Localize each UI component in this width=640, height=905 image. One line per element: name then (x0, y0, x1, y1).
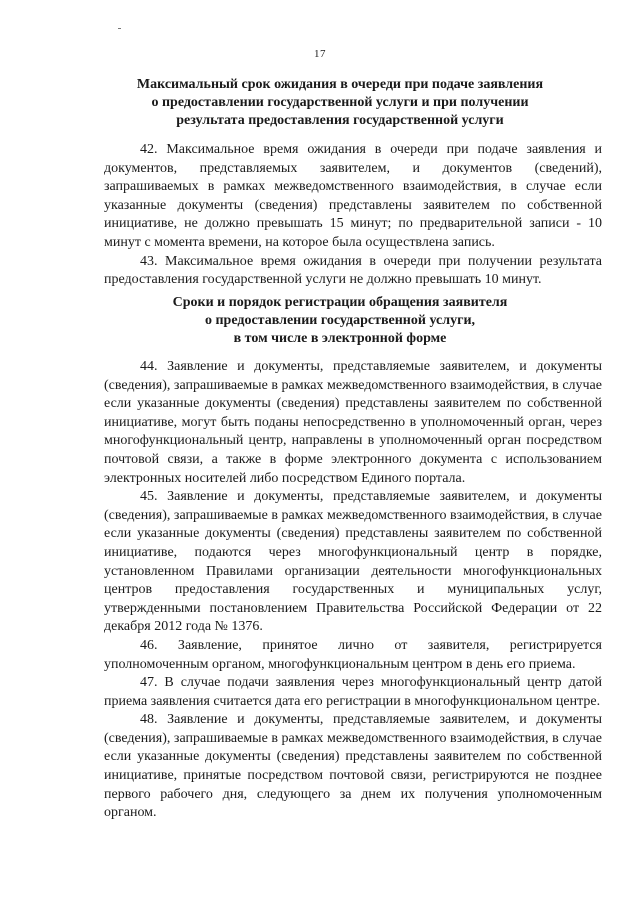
page-number: 17 (314, 48, 326, 60)
paragraph-43: 43. Максимальное время ожидания в очереди при получении результата предоставления государственной услуги не должно превышать 10 минут. (104, 253, 602, 288)
paragraph-48: 48. Заявление и документы, представляемые заявителем, и документы (сведения), запрашиваемые в рамках межведомственного взаимодействия, в случае если указанные документы (сведения) представлены заявителем по собственной инициативе, принятые посредством почтовой связи, регистрируются не позднее первого рабочего дня, следующего за днем их получения уполномоченным органом. (104, 712, 602, 821)
scan-mark (118, 28, 121, 29)
section-heading-registration (100, 294, 580, 348)
paragraph-45: 45. Заявление и документы, представляемые заявителем, и документы (сведения), запрашиваемые в рамках межведомственного взаимодействия, в случае если указанные документы (сведения) представлены заявителем по собственной инициативе, подаются через многофункциональный центр в порядке, установленном Правилами организации деятельности многофункциональных центров предоставления государственных и муниципальных услуг, утвержденными постановлением Правительства Российской Федерации от 22 декабря 2012 года № 1376. (104, 489, 602, 635)
heading-line: о предоставлении государственной услуги и при получении (151, 95, 529, 110)
heading-line: Максимальный срок ожидания в очереди при подаче заявления (136, 77, 544, 92)
heading-line: в том числе в электронной форме (233, 331, 447, 346)
heading-line: о предоставлении государственной услуги, (204, 313, 476, 328)
section-body-waiting-time (104, 141, 602, 290)
heading-line: результата предоставления государственной услуги (176, 113, 504, 128)
heading-line: Сроки и порядок регистрации обращения заявителя (172, 295, 508, 310)
section-body-registration (104, 358, 602, 823)
paragraph-44: 44. Заявление и документы, представляемые заявителем, и документы (сведения), запрашиваемые в рамках межведомственного взаимодействия, в случае если указанные документы (сведения) представлены заявителем по собственной инициативе, могут быть поданы непосредственно в уполномоченный орган, через многофункциональный центр, направлены в уполномоченный орган посредством почтовой связи, а также в форме электронного документа с использованием электронных носителей либо посредством Единого портала. (104, 359, 602, 486)
paragraph-47: 47. В случае подачи заявления через многофункциональный центр датой приема заявления считается дата его регистрации в многофункциональном центре. (104, 675, 602, 709)
section-heading-waiting-time (100, 76, 580, 130)
paragraph-42: 42. Максимальное время ожидания в очереди при подаче заявления и документов, представляемых заявителем, и документов (сведений), запрашиваемых в рамках межведомственного взаимодействия, в случае если указанные документы (сведения) представлены заявителем по собственной инициативе, не должно превышать 15 минут; по предварительной записи - 10 минут с момента времени, на которое была осуществлена запись. (104, 142, 602, 250)
paragraph-46: 46. Заявление, принятое лично от заявителя, регистрируется уполномоченным органом, многофункциональным центром в день его приема. (104, 637, 602, 672)
